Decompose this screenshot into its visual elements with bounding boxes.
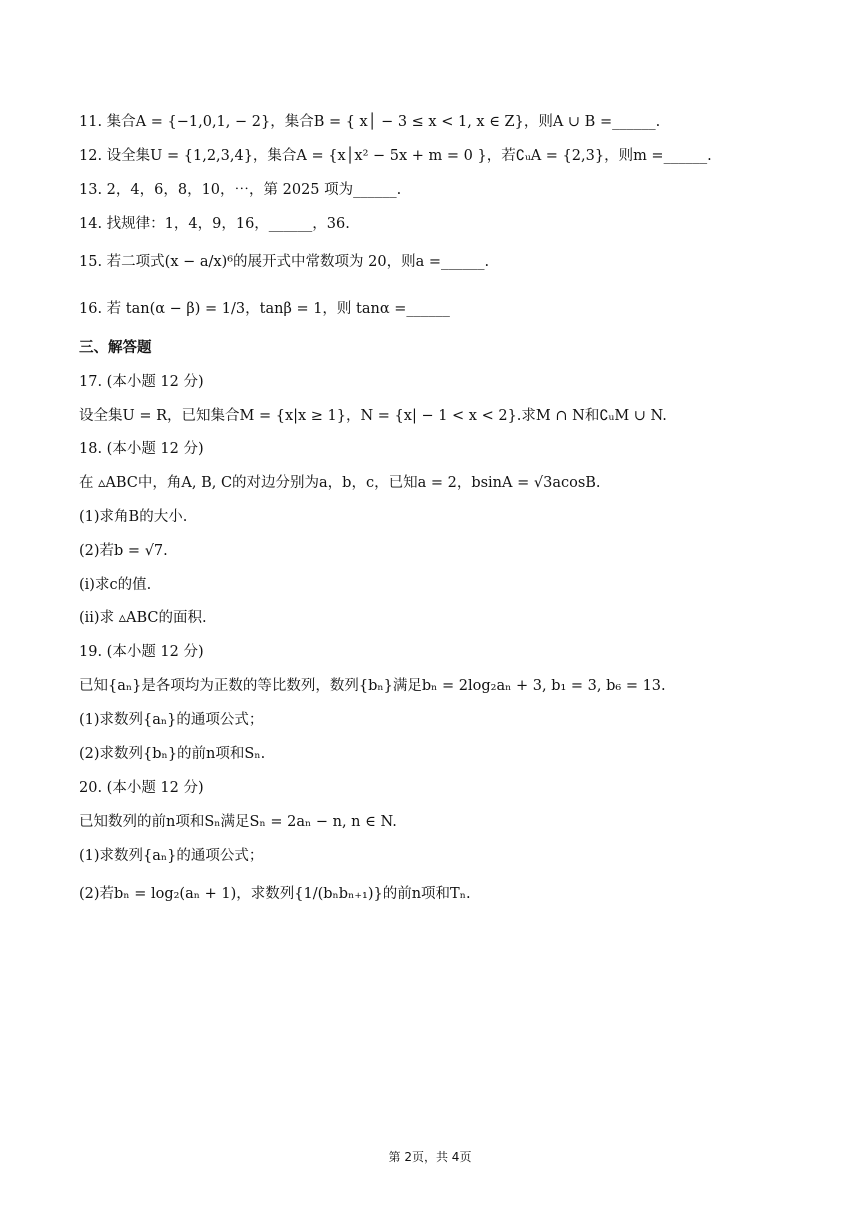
problem-18-part-2: (2)若b = √7. <box>79 543 168 559</box>
problem-19-body: 已知{aₙ}是各项均为正数的等比数列，数列{bₙ}满足bₙ = 2log₂aₙ + 3, b₁ = 3, b₆ = 13. <box>79 678 666 694</box>
question-11: 11. 集合A = {−1,0,1, − 2}，集合B = { x│ − 3 ≤ x < 1, x ∈ Z}，则A ∪ B =______. <box>79 114 661 130</box>
problem-19-part-1: (1)求数列{aₙ}的通项公式； <box>79 712 264 728</box>
problem-18-part-1: (1)求角B的大小. <box>79 509 188 525</box>
question-16: 16. 若 tan(α − β) = 1/3，tanβ = 1，则 tanα =______ <box>79 301 450 317</box>
problem-19-part-2: (2)求数列{bₙ}的前n项和Sₙ. <box>79 746 266 762</box>
question-13: 13. 2，4，6，8，10，⋯，第 2025 项为______. <box>79 182 402 198</box>
question-14: 14. 找规律：1，4，9，16，______，36. <box>79 216 350 232</box>
section-3-heading: 三、解答题 <box>79 340 152 356</box>
problem-17-header: 17. (本小题 12 分) <box>79 374 204 390</box>
question-12: 12. 设全集U = {1,2,3,4}，集合A = {x│x² − 5x + m = 0 }，若∁ᵤA = {2,3}，则m =______. <box>79 148 712 164</box>
problem-20-part-2: (2)若bₙ = log₂(aₙ + 1)，求数列{1/(bₙbₙ₊₁)}的前n项和Tₙ. <box>79 886 471 902</box>
problem-19-header: 19. (本小题 12 分) <box>79 644 204 660</box>
problem-18-header: 18. (本小题 12 分) <box>79 441 204 457</box>
problem-18-part-2ii: (ii)求 ▵ABC的面积. <box>79 610 207 626</box>
problem-20-header: 20. (本小题 12 分) <box>79 780 204 796</box>
problem-18-part-2i: (i)求c的值. <box>79 577 152 593</box>
page-footer: 第 2页，共 4页 <box>388 1150 472 1164</box>
question-15: 15. 若二项式(x − a/x)⁶的展开式中常数项为 20，则a =______. <box>79 254 490 270</box>
problem-17-body: 设全集U = R，已知集合M = {x|x ≥ 1}，N = {x| − 1 < x < 2}.求M ∩ N和∁ᵤM ∪ N. <box>79 408 667 424</box>
problem-20-part-1: (1)求数列{aₙ}的通项公式； <box>79 848 264 864</box>
problem-18-body: 在 ▵ABC中，角A, B, C的对边分别为a，b，c，已知a = 2，bsinA = √3acosB. <box>79 475 601 491</box>
problem-20-body: 已知数列的前n项和Sₙ满足Sₙ = 2aₙ − n, n ∈ N. <box>79 814 397 830</box>
